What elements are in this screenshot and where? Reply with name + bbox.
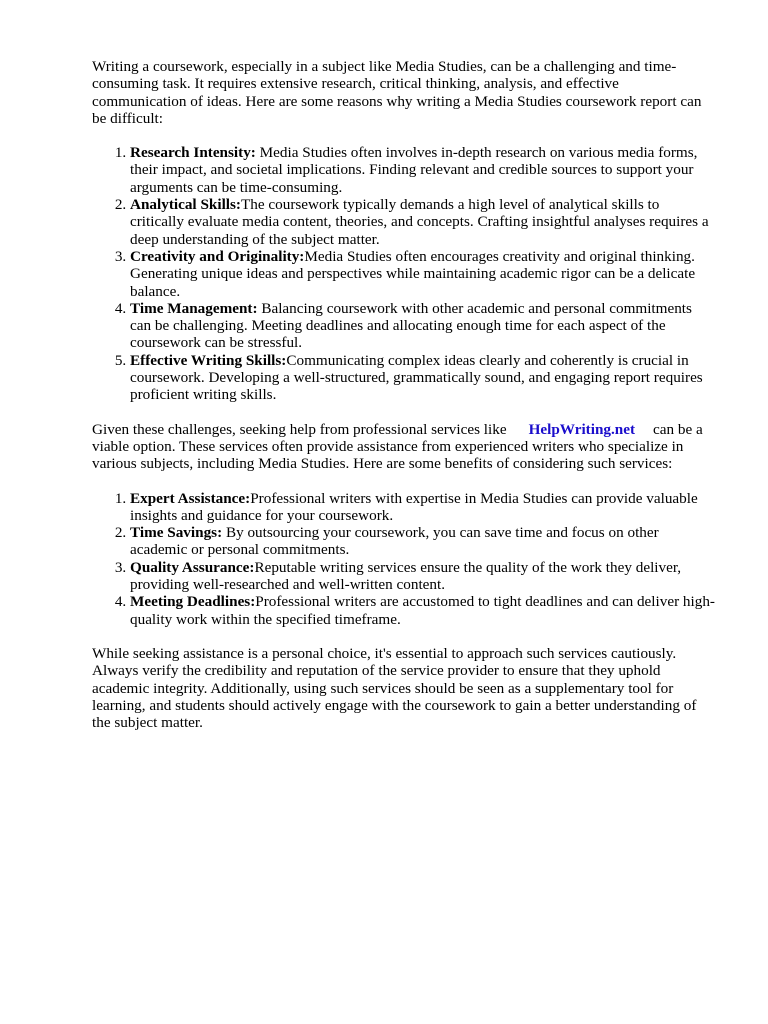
- list-item-term: Analytical Skills:: [130, 196, 241, 214]
- list-item-text: Media Studies often involves in-depth research on various media forms, their impact, and societal implications. Finding relevant and credible sources to support your arguments can be time-consuming.: [130, 144, 698, 196]
- list-item: [130, 490, 716, 525]
- list-item-text: Media Studies often encourages creativity and original thinking. Generating unique ideas and perspectives while maintaining academic rigor can be a delicate balance.: [130, 247, 696, 300]
- list-item-text: Communicating complex ideas clearly and coherently is crucial in coursework. Developing a well-structured, grammatically sound, and engaging report requires proficient writing skills.: [130, 351, 703, 404]
- services-paragraph: [92, 421, 716, 473]
- services-text-after: can be a viable option. These services often provide assistance from experienced writers who specialize in various subjects, including Media Studies. Here are some benefits of considering such services:: [92, 420, 703, 473]
- list-item-text: Professional writers are accustomed to tight deadlines and can deliver high-quality work within the specified timeframe.: [130, 593, 715, 628]
- list-item: [130, 300, 716, 352]
- list-item-term: Time Management:: [130, 299, 258, 317]
- services-text-before: Given these challenges, seeking help from professional services like: [92, 420, 507, 438]
- list-item: [130, 352, 716, 404]
- intro-paragraph: Writing a coursework, especially in a subject like Media Studies, can be a challenging and time-consuming task. It requires extensive research, critical thinking, analysis, and effective communication of ideas. Here are some reasons why writing a Media Studies coursework report can be difficult:: [92, 58, 702, 127]
- difficulties-list: [92, 144, 716, 403]
- list-item-text: By outsourcing your coursework, you can save time and focus on other academic or personal commitments.: [130, 524, 659, 559]
- list-item-term: Quality Assurance:: [130, 558, 255, 576]
- list-item-term: Creativity and Originality:: [130, 247, 305, 265]
- list-item: [130, 524, 716, 559]
- list-item: [130, 248, 716, 300]
- list-item-term: Effective Writing Skills:: [130, 351, 287, 369]
- list-item-text: The coursework typically demands a high level of analytical skills to critically evaluate media content, theories, and concepts. Crafting insightful analyses requires a deep understanding of the subject matter.: [130, 196, 709, 248]
- list-item: [130, 559, 716, 594]
- list-item-term: Expert Assistance:: [130, 489, 251, 507]
- list-item-text: Professional writers with expertise in Media Studies can provide valuable insights and guidance for your coursework.: [130, 489, 698, 524]
- list-item: [130, 144, 716, 196]
- benefits-list: [92, 490, 716, 628]
- helpwriting-link[interactable]: HelpWriting.net: [528, 420, 636, 438]
- list-item-term: Research Intensity:: [130, 144, 256, 162]
- list-item-term: Meeting Deadlines:: [130, 593, 256, 611]
- list-item: [130, 196, 716, 248]
- closing-paragraph: While seeking assistance is a personal choice, it's essential to approach such services cautiously. Always verify the credibility and reputation of the service provider to ensure that they uphold academic integrity. Additionally, using such services should be seen as a supplementary tool for learning, and students should actively engage with the coursework to gain a better understanding of the subject matter.: [92, 644, 697, 732]
- list-item-text: Reputable writing services ensure the quality of the work they deliver, providing well-researched and well-written content.: [130, 558, 682, 594]
- list-item: [130, 593, 716, 628]
- list-item-text: Balancing coursework with other academic and personal commitments can be challenging. Meeting deadlines and allocating enough time for each aspect of the coursework can be stressful.: [130, 299, 692, 352]
- list-item-term: Time Savings:: [130, 524, 223, 542]
- document-body: [92, 58, 716, 748]
